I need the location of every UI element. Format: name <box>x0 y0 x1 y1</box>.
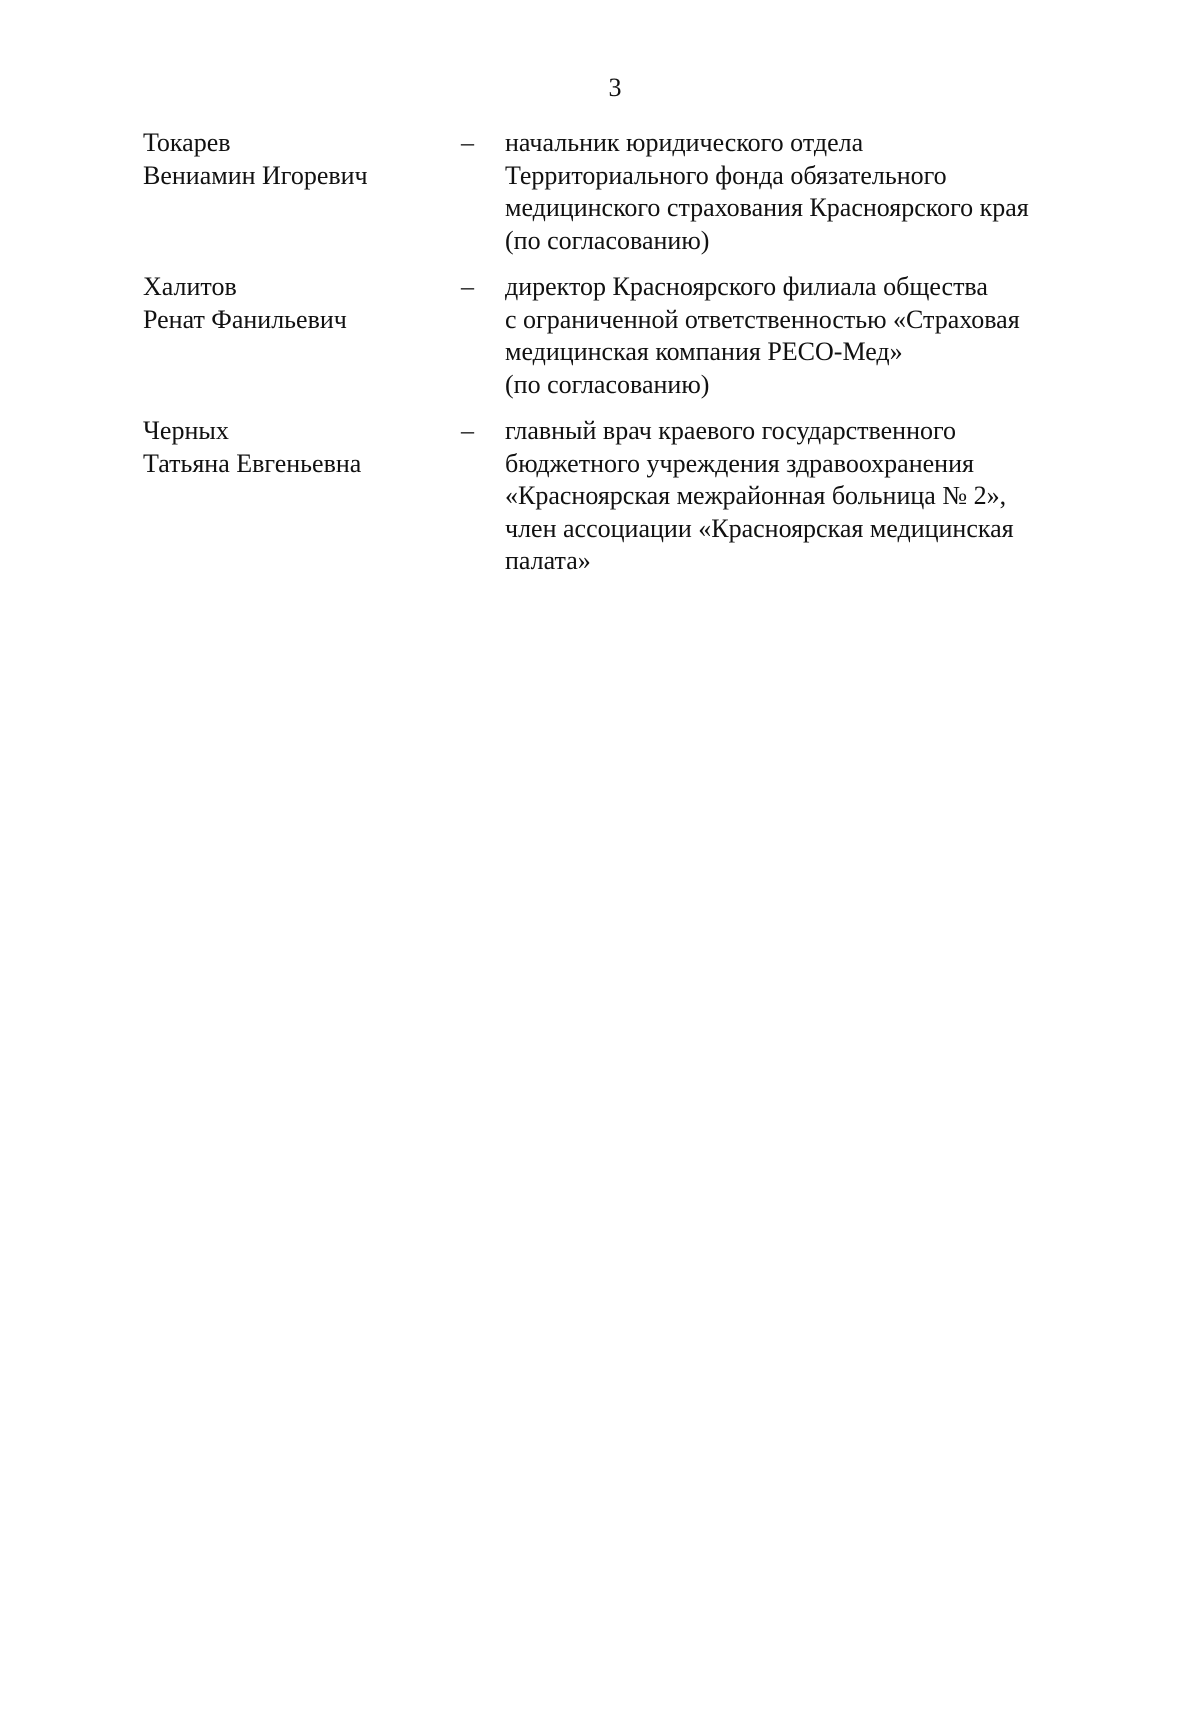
member-entry-chernykh <box>143 415 1143 578</box>
member-given-names: Ренат Фанильевич <box>143 304 347 334</box>
member-entry-tokarev <box>143 127 1143 257</box>
member-surname: Токарев <box>143 128 231 157</box>
page-number: 3 <box>608 73 622 102</box>
position-line: медицинская компания РЕСО-Мед» <box>505 337 903 366</box>
members-list <box>143 127 1143 578</box>
member-surname: Халитов <box>143 272 237 301</box>
position-line: главный врач краевого государственного <box>505 416 957 445</box>
position-line: медицинского страхования Красноярского края <box>505 193 1029 222</box>
position-line: палата» <box>505 546 591 575</box>
position-line: начальник юридического отдела <box>505 128 864 157</box>
position-line: с ограниченной ответственностью «Страховая <box>505 304 1020 334</box>
member-position <box>505 127 1105 257</box>
position-line: (по согласованию) <box>505 225 710 255</box>
member-given-names: Вениамин Игоревич <box>143 160 368 190</box>
member-surname: Черных <box>143 416 229 445</box>
member-position <box>505 271 1105 401</box>
position-line: Территориального фонда обязательного <box>505 160 947 190</box>
position-line: бюджетного учреждения здравоохранения <box>505 448 974 478</box>
position-line: «Красноярская межрайонная больница № 2», <box>505 481 1007 510</box>
position-line: (по согласованию) <box>505 369 710 399</box>
member-position <box>505 415 1105 578</box>
dash-separator: – <box>461 128 474 157</box>
member-entry-khalitov <box>143 271 1143 401</box>
member-name <box>143 271 461 336</box>
dash-separator: – <box>461 272 474 301</box>
member-given-names: Татьяна Евгеньевна <box>143 448 362 478</box>
dash-separator: – <box>461 416 474 445</box>
member-name <box>143 415 461 480</box>
position-line: директор Красноярского филиала общества <box>505 272 988 301</box>
position-line: член ассоциации «Красноярская медицинская <box>505 513 1014 543</box>
member-name <box>143 127 461 192</box>
